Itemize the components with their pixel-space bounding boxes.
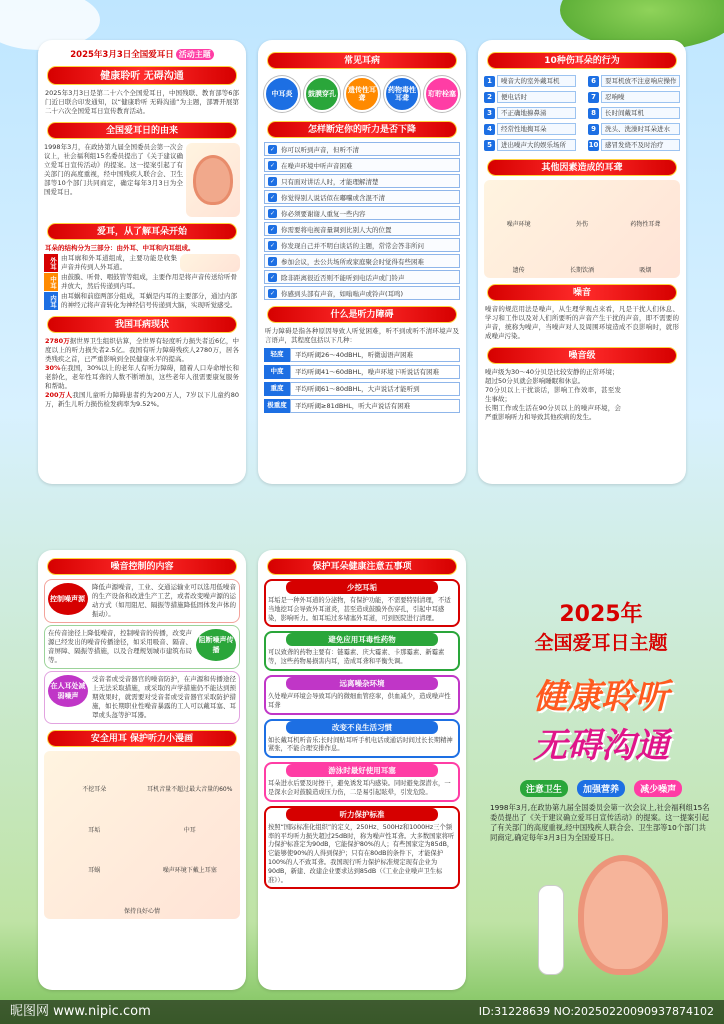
comic-illustrations bbox=[44, 751, 240, 919]
status-a-number: 2780万 bbox=[45, 337, 70, 345]
tip-swimming bbox=[264, 762, 460, 802]
disease-circles bbox=[258, 73, 466, 115]
level-label: 轻度 bbox=[264, 348, 290, 362]
judge-text: 你发现自己并不明白谈话的主题，常常会答非所问 bbox=[281, 241, 424, 250]
disease-otitis: 中耳炎 bbox=[264, 76, 300, 112]
behavior-number: 7 bbox=[588, 92, 599, 103]
check-icon: ✓ bbox=[269, 193, 276, 201]
origin-text: 1998年3月，在政协第九届全国委员会第一次会议上，社会福利组15名委员提出了《关于建议确立爱耳日宣传活动》的提案。这一提案引起了有关部门的高度重视，经中国残疾人联合会、卫生部等10个部门共同商定，确定每年3月3日为全国爱耳日。 bbox=[44, 143, 183, 196]
behavior-item bbox=[484, 91, 576, 103]
check-icon: ✓ bbox=[269, 241, 276, 249]
middle-ear-row bbox=[44, 273, 240, 291]
behavior-text: 洗头、洗澡时耳朵进水 bbox=[601, 123, 680, 135]
comic-label: 噪声环境下戴上耳塞 bbox=[162, 867, 217, 875]
level-label: 极重度 bbox=[264, 399, 290, 413]
behavior-number: 2 bbox=[484, 92, 495, 103]
judge-text: 你必须要谢谢人重复一些内容 bbox=[281, 209, 366, 218]
theme-banner: 健康聆听 无碍沟通 bbox=[47, 66, 237, 85]
activity-theme-tag: 活动主题 bbox=[176, 49, 214, 60]
tag-hygiene: 注意卫生 bbox=[520, 780, 568, 797]
panel-ear-day-intro bbox=[38, 40, 246, 484]
ear-illustration bbox=[186, 143, 240, 217]
behavior-item bbox=[484, 123, 576, 135]
judge-item bbox=[264, 254, 460, 268]
cover-slogan-2: 无碍沟通 bbox=[533, 726, 669, 766]
tip-heading: 少挖耳垢 bbox=[286, 581, 438, 594]
behavior-number: 3 bbox=[484, 108, 495, 119]
outer-ear-row bbox=[44, 254, 240, 272]
cover-slogan-1: 健康聆听 bbox=[533, 677, 669, 717]
cover-subtitle: 全国爱耳日主题 bbox=[534, 632, 668, 654]
status-c-number: 200万人 bbox=[45, 391, 73, 399]
ear-diagram bbox=[180, 254, 240, 272]
judge-text: 除非距离很近否则不能听到电话声或门铃声 bbox=[281, 273, 405, 282]
control-ear-block bbox=[44, 671, 240, 724]
judge-item bbox=[264, 222, 460, 236]
middle-ear-text: 由鼓膜、听骨、咽鼓管等组成，主要作用是将声音传送给听骨并放大，然后传递到内耳。 bbox=[61, 273, 237, 290]
brochure-inside bbox=[0, 0, 724, 500]
judge-item bbox=[264, 206, 460, 220]
noise-level-text: 噪声级为30～40分贝是比较安静的正常环境； 超过50分贝就会影响睡眠和休息。 70分贝以上干扰谈话，影响工作效率，甚至发生事故； 长期工作或生活在90分贝以上的噪声环境，会严重影响听力和导致其他疾病的发生。 bbox=[485, 368, 621, 421]
behavior-item bbox=[484, 139, 576, 151]
tip-habits bbox=[264, 719, 460, 759]
behaviors-grid bbox=[478, 73, 686, 153]
behavior-text: 长时间戴耳机 bbox=[601, 107, 680, 119]
panel-noise-control bbox=[38, 550, 246, 990]
tip-text: 如长戴耳机听音乐;长时间贴耳听手机电话或通话时间过长长期精神紧张，不能合理安排作息。 bbox=[268, 736, 453, 753]
status-a bbox=[38, 337, 246, 364]
check-icon: ✓ bbox=[269, 225, 276, 233]
tip-heading: 避免应用耳毒性药物 bbox=[286, 633, 438, 646]
harmful-behaviors-title: 10种伤耳朵的行为 bbox=[487, 52, 677, 69]
behavior-item bbox=[588, 91, 680, 103]
tip-text: 可以致聋的药物主要有：链霉素、庆大霉素、卡那霉素、新霉素等，这些药物易损害内耳，造成耳聋和平衡失调。 bbox=[268, 649, 445, 666]
doctor-icon bbox=[538, 885, 564, 975]
factor-label: 药物性耳聋 bbox=[630, 221, 661, 228]
control-source-label: 控制噪声源 bbox=[48, 583, 88, 615]
judge-item bbox=[264, 142, 460, 156]
factor-label: 噪声环境 bbox=[506, 221, 531, 228]
disease-drug-toxic: 药物毒性耳聋 bbox=[384, 76, 420, 112]
disease-perforation: 鼓膜穿孔 bbox=[304, 76, 340, 112]
control-path-text: 在传音途径上降低噪音，控制噪音的传播，改变声源已经发出的噪音传播途径，如采用吸音、隔音、音屏障、隔振等措施，以及合理规划城市建筑布局等。 bbox=[48, 629, 192, 664]
control-path-block bbox=[44, 625, 240, 669]
judge-text: 你可以听到声音，但听不清 bbox=[281, 145, 359, 154]
comic-label: 耳蜗 bbox=[88, 867, 101, 875]
status-c bbox=[38, 391, 246, 409]
cover-year: 2025年 bbox=[559, 602, 643, 627]
tip-text: 耳垢是一种外耳道的分泌物，有保护功能，不需要特别清理，不适当地挖耳会导致外耳道炎，甚至造成鼓膜外伤穿孔，引起中耳感染，影响听力。如耳垢过多堵塞外耳道，可到医院进行清理。 bbox=[268, 597, 451, 622]
check-icon: ✓ bbox=[269, 177, 276, 185]
tip-noise bbox=[264, 675, 460, 715]
behavior-text: 忍响噪 bbox=[601, 91, 680, 103]
check-icon: ✓ bbox=[269, 209, 276, 217]
behavior-text: 噪音大的室外戴耳机 bbox=[497, 75, 576, 87]
disease-hereditary: 遗传性耳聋 bbox=[344, 76, 380, 112]
inner-ear-text: 由耳蜗和前庭两部分组成，耳蜗是内耳的主要部分，通过内部的神经元将声音转化为神经信号传递到大脑，实现听觉感受。 bbox=[61, 292, 237, 309]
check-icon: ✓ bbox=[269, 257, 276, 265]
level-value: 平均听阈≥81dBHL，听大声说话有困难 bbox=[290, 399, 460, 413]
other-factors-title: 其他因素造成的耳聋 bbox=[487, 159, 677, 176]
tip-heading: 游泳时最好使用耳塞 bbox=[286, 764, 438, 777]
tag-nutrition: 加强营养 bbox=[577, 780, 625, 797]
behavior-item bbox=[484, 75, 576, 87]
panel-header bbox=[38, 48, 246, 60]
tip-heading: 改变不良生活习惯 bbox=[286, 721, 438, 734]
behavior-number: 1 bbox=[484, 76, 495, 87]
judge-text: 你需要将电视音量调到比别人大的位置 bbox=[281, 225, 392, 234]
factor-label: 吸烟 bbox=[639, 267, 652, 274]
behavior-number: 9 bbox=[588, 124, 599, 135]
other-factors-illustrations bbox=[484, 180, 680, 278]
inner-ear-label: 内耳 bbox=[44, 292, 58, 310]
level-row-mild bbox=[264, 348, 460, 362]
cover-tags bbox=[478, 777, 724, 797]
origin-title: 全国爱耳日的由来 bbox=[47, 122, 237, 139]
behavior-number: 5 bbox=[484, 140, 495, 151]
factor-label: 遗传 bbox=[512, 267, 525, 274]
behavior-number: 8 bbox=[588, 108, 599, 119]
protection-title: 保护耳朵健康注意五事项 bbox=[267, 558, 457, 575]
large-ear-icon bbox=[578, 855, 668, 975]
disease-cerumen: 耵聍栓塞 bbox=[424, 76, 460, 112]
behavior-text: 耍耳机放不注意响应操作 bbox=[601, 75, 680, 87]
behavior-number: 4 bbox=[484, 124, 495, 135]
status-b bbox=[38, 364, 246, 391]
panel-harmful-behaviors bbox=[478, 40, 686, 484]
panel-ear-protection bbox=[258, 550, 466, 990]
level-value: 平均听阈61～80dBHL，大声说话才能听到 bbox=[290, 382, 460, 396]
judge-item bbox=[264, 190, 460, 204]
tip-standard bbox=[264, 806, 460, 890]
control-ear-label: 在人耳处减弱噪声 bbox=[48, 675, 88, 707]
ear-structure-title: 爱耳，从了解耳朵开始 bbox=[47, 223, 237, 240]
behavior-text: 不正确地擤鼻涕 bbox=[497, 107, 576, 119]
level-row-severe bbox=[264, 382, 460, 396]
judge-item bbox=[264, 286, 460, 300]
intro-text: 2025年3月3日是第二十六个全国爱耳日，中国残联、教育部等6部门近日联合印发通知，以“健康聆听 无碍沟通”为主题，部署开展第二十六次全国爱耳日宣传教育活动。 bbox=[45, 89, 239, 115]
behavior-item bbox=[484, 107, 576, 119]
behavior-text: 感冒发烧不及时治疗 bbox=[601, 139, 680, 151]
level-row-profound bbox=[264, 399, 460, 413]
middle-ear-label: 中耳 bbox=[44, 273, 58, 291]
behavior-item bbox=[588, 123, 680, 135]
behavior-text: 经常性地掏耳朵 bbox=[497, 123, 576, 135]
tip-text: 久处噪声环境会导致耳内的微细血管痉挛，供血减少，造成噪声性耳聋 bbox=[268, 692, 451, 709]
check-icon: ✓ bbox=[269, 289, 276, 297]
behavior-item bbox=[588, 107, 680, 119]
factor-label: 外伤 bbox=[575, 221, 588, 228]
judge-text: 只有面对讲话人时，才能理解清楚 bbox=[281, 177, 379, 186]
status-title: 我国耳病现状 bbox=[47, 316, 237, 333]
check-icon: ✓ bbox=[269, 273, 276, 281]
tip-earwax bbox=[264, 579, 460, 627]
tip-ototoxic bbox=[264, 631, 460, 671]
cover-text: 1998年3月,在政协第九届全国委员会第一次会议上,社会福利组15名委员提出了《关于建议确立爱耳日宣传活动》的提案。这一提案引起了有关部门的高度重视,经中国残疾人联合会、卫生部等10个部门共同商定,确定每年3月3日为全国爱耳日。 bbox=[490, 803, 710, 842]
behavior-text: 便电话时 bbox=[497, 91, 576, 103]
behavior-item bbox=[588, 139, 680, 151]
hearing-impairment-text: 听力障碍是指各种原因导致人听觉困难，听不到或听不清环境声及言语声，其程度包括以下几种： bbox=[265, 327, 459, 344]
tip-heading: 听力保护标准 bbox=[286, 808, 438, 821]
tip-heading: 远离噪杂环境 bbox=[286, 677, 438, 690]
control-source-block bbox=[44, 579, 240, 623]
judge-text: 参加会议，去公共场所或家庭聚会时觉得有些困难 bbox=[281, 257, 424, 266]
check-icon: ✓ bbox=[269, 145, 276, 153]
comic-label: 保持良好心情 bbox=[123, 908, 160, 915]
behavior-number: 6 bbox=[588, 76, 599, 87]
tip-text: 按照“国际标准化组织”的定义，250Hz、500Hz和1000Hz三个频率的平均听力损失超过25dB时，称为噪声性耳聋。大多数国家将听力保护标准定为90dB，它能保护80%的人；有些国家定为85dB，它能够使90%的人得到保护；只有在80dB的条件下，才能保护100%的人不致耳聋。我国现行听力保护标准规定现有企业为90dB，新建、改建企业要求达到85dB（《工业企业噪声卫生标准》）。 bbox=[268, 823, 455, 884]
control-ear-text: 受音者或受音器官的噪音防护，在声源和传播途径上无法采取措施，或采取的声学措施仍不能达到预期效果时，就需要对受音者或受音器官采取防护措施，如长期职业性噪音暴露的工人可以戴耳塞、耳罩或头盔等护耳器。 bbox=[92, 675, 236, 719]
outer-ear-label: 外耳 bbox=[44, 254, 58, 272]
level-row-moderate bbox=[264, 365, 460, 379]
level-value: 平均听阈26～40dBHL，听微弱语声困难 bbox=[290, 348, 460, 362]
judge-item bbox=[264, 174, 460, 188]
watermark-site: 昵图网 www.nipic.com bbox=[10, 1004, 151, 1019]
ear-day-heading: 2025年3月3日全国爱耳日 bbox=[70, 50, 174, 60]
behavior-text: 进出噪声大的娱乐场所 bbox=[497, 139, 576, 151]
origin-block bbox=[38, 143, 246, 217]
check-icon: ✓ bbox=[269, 161, 276, 169]
tag-noise: 减少噪声 bbox=[634, 780, 682, 797]
outer-ear-text: 由耳廓和外耳道组成，主要功能是收集声音并传到人外耳道。 bbox=[61, 254, 177, 271]
judge-item bbox=[264, 270, 460, 284]
noise-level-title: 噪音级 bbox=[487, 347, 677, 364]
judge-item bbox=[264, 238, 460, 252]
inner-ear-row bbox=[44, 292, 240, 310]
panel-cover bbox=[478, 505, 724, 1000]
level-label: 中度 bbox=[264, 365, 290, 379]
watermark-bar bbox=[0, 1000, 724, 1024]
judge-text: 你觉得别人说话似在嘟囔或含混不清 bbox=[281, 193, 385, 202]
comic-title: 安全用耳 保护听力小漫画 bbox=[47, 730, 237, 747]
judge-text: 在噪声环境中听声音困难 bbox=[281, 161, 353, 170]
level-value: 平均听阈41～60dBHL，噪声环境下听说话有困难 bbox=[290, 365, 460, 379]
ear-structure-summary: 耳朵的结构分为三部分：由外耳、中耳和内耳组成。 bbox=[45, 244, 195, 252]
brochure-outside bbox=[0, 505, 724, 1000]
level-label: 重度 bbox=[264, 382, 290, 396]
noise-text: 噪音的规范用法是噪声，从生理学观点来看，凡是干扰人们休息、学习和工作以及对人们所要听的声音产生干扰的声音，即不需要的声音，统称为噪声，当噪声对人及周围环境造成不良影响时，就形成噪声污染。 bbox=[485, 305, 679, 340]
behavior-number: 10 bbox=[588, 140, 599, 149]
panel-ear-diseases bbox=[258, 40, 466, 484]
tip-text: 耳朵进水后要及时擦干，避免诱发耳内感染。同时避免深潜水，一是深水会对鼓膜造成压力伤，二是易引起眩晕，引发危险。 bbox=[268, 780, 451, 796]
common-diseases-title: 常见耳病 bbox=[267, 52, 457, 69]
watermark-id: ID:31228639 NO:20250220090937874102 bbox=[478, 1005, 714, 1018]
behavior-item bbox=[588, 75, 680, 87]
judge-text: 你感到头部有声音，如嗡嗡声或铃声(耳鸣) bbox=[281, 289, 404, 298]
hearing-impairment-title: 什么是听力障碍 bbox=[267, 306, 457, 323]
ear-icon bbox=[193, 155, 233, 205]
comic-label: 中耳 bbox=[183, 826, 196, 834]
factor-label: 长期饮酒 bbox=[569, 267, 594, 274]
control-path-label: 阻断噪声传播 bbox=[196, 629, 236, 661]
status-b-number: 30% bbox=[45, 364, 61, 372]
status-a-text: 据世界卫生组织估算，全世界有轻度听力损失者近6亿，中度以上的听力损失者2.5亿。我国有听力障碍残疾人2780万，居各类残疾之首，已严重影响到全民健康水平的提高。 bbox=[45, 337, 239, 363]
comic-label: 不挖耳朵 bbox=[82, 785, 107, 793]
control-source-text: 降低声源噪音，工业、交通运输业可以选用低噪音的生产设备和改进生产工艺，或者改变噪声源的运动方式（如用阻尼、隔振等措施降低固体发声体的振动）。 bbox=[92, 583, 236, 618]
comic-label: 耳机音量不超过最大音量的60% bbox=[147, 785, 233, 793]
judge-title: 怎样断定你的听力是否下降 bbox=[267, 121, 457, 138]
judge-item bbox=[264, 158, 460, 172]
noise-title: 噪音 bbox=[487, 284, 677, 301]
status-b-text: 在我国，30%以上的老年人有听力障碍，随着人口寿命增长和老龄化，老年性耳聋的人数不断增加，这些老年人很需要康复服务和帮助。 bbox=[45, 364, 239, 390]
comic-label: 耳垢 bbox=[88, 826, 101, 834]
status-c-text: 我国儿童听力障碍患者约为200万人，7岁以下儿童约80万，新生儿听力损伤检发病率为9.52%。 bbox=[45, 391, 239, 408]
noise-control-title: 噪音控制的内容 bbox=[47, 558, 237, 575]
